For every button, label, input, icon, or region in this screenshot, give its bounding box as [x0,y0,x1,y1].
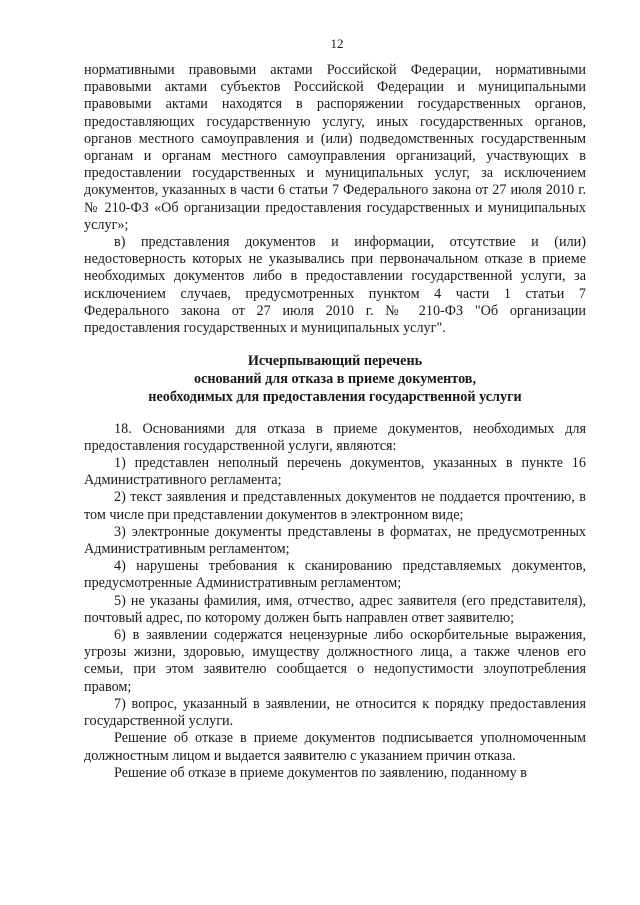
section-heading-line-2: оснований для отказа в приеме документов, [193,371,477,388]
section-heading-line-3: необходимых для предоставления государственной услуги [148,388,522,405]
paragraph-18: 18. Основаниями для отказа в приеме документов, необходимых для предоставления государственной услуги, являются: [84,420,586,454]
list-item-6: 6) в заявлении содержатся нецензурные либо оскорбительные выражения, угрозы жизни, здоровью, имуществу должностного лица, а также членов его семьи, при этом заявителю сообщается о недопустимости злоупотребления правом; [84,627,586,695]
list-item-7: 7) вопрос, указанный в заявлении, не относится к порядку предоставления государственной услуги. [84,695,586,730]
section-heading [84,353,586,406]
paragraph-refusal-decision: Решение об отказе в приеме документов подписывается уполномоченным должностным лицом и выдается заявителю с указанием причин отказа. [84,730,586,764]
list-item-5: 5) не указаны фамилия, имя, отчество, адрес заявителя (его представителя), почтовый адрес, по которому должен быть направлен ответ заявителю; [84,592,586,626]
list-item-4: 4) нарушены требования к сканированию представляемых документов, предусмотренные Административным регламентом; [84,558,586,592]
paragraph-continuation: нормативными правовыми актами Российской Федерации, нормативными правовыми актами субъектов Российской Федерации и муниципальными правовыми актами находятся в распоряжении государственных органов, предоставляющих государственную услугу, иных государственных органов, органов местного самоуправления и (или) подведомственных государственным органам и органам местного самоуправления организаций, участвующих в предоставлении государственных и муниципальных услуг, за исключением документов, указанных в части 6 статьи 7 Федерального закона от 27 июля 2010 г. № 210-ФЗ «Об организации предоставления государственных и муниципальных услуг»; [84,62,586,233]
page-number: 12 [330,36,344,51]
list-item-3: 3) электронные документы представлены в форматах, не предусмотренных Административным регламентом; [84,523,586,558]
list-item-1: 1) представлен неполный перечень документов, указанных в пункте 16 Административного регламента; [84,455,586,489]
paragraph-item-v: в) представления документов и информации, отсутствие и (или) недостоверность которых не указывались при первоначальном отказе в приеме необходимых документов либо в предоставлении государственной услуги, за исключением случаев, предусмотренных пунктом 4 части 1 статьи 7 Федерального закона от 27 июля 2010 г. № 210-ФЗ "Об организации предоставления государственных и муниципальных услуг". [84,234,586,337]
list-item-2: 2) текст заявления и представленных документов не поддается прочтению, в том числе при представлении документов в электронном виде; [84,489,586,523]
paragraph-refusal-decision-continued: Решение об отказе в приеме документов по заявлению, поданному в [114,764,527,781]
section-heading-line-1: Исчерпывающий перечень [247,353,423,370]
